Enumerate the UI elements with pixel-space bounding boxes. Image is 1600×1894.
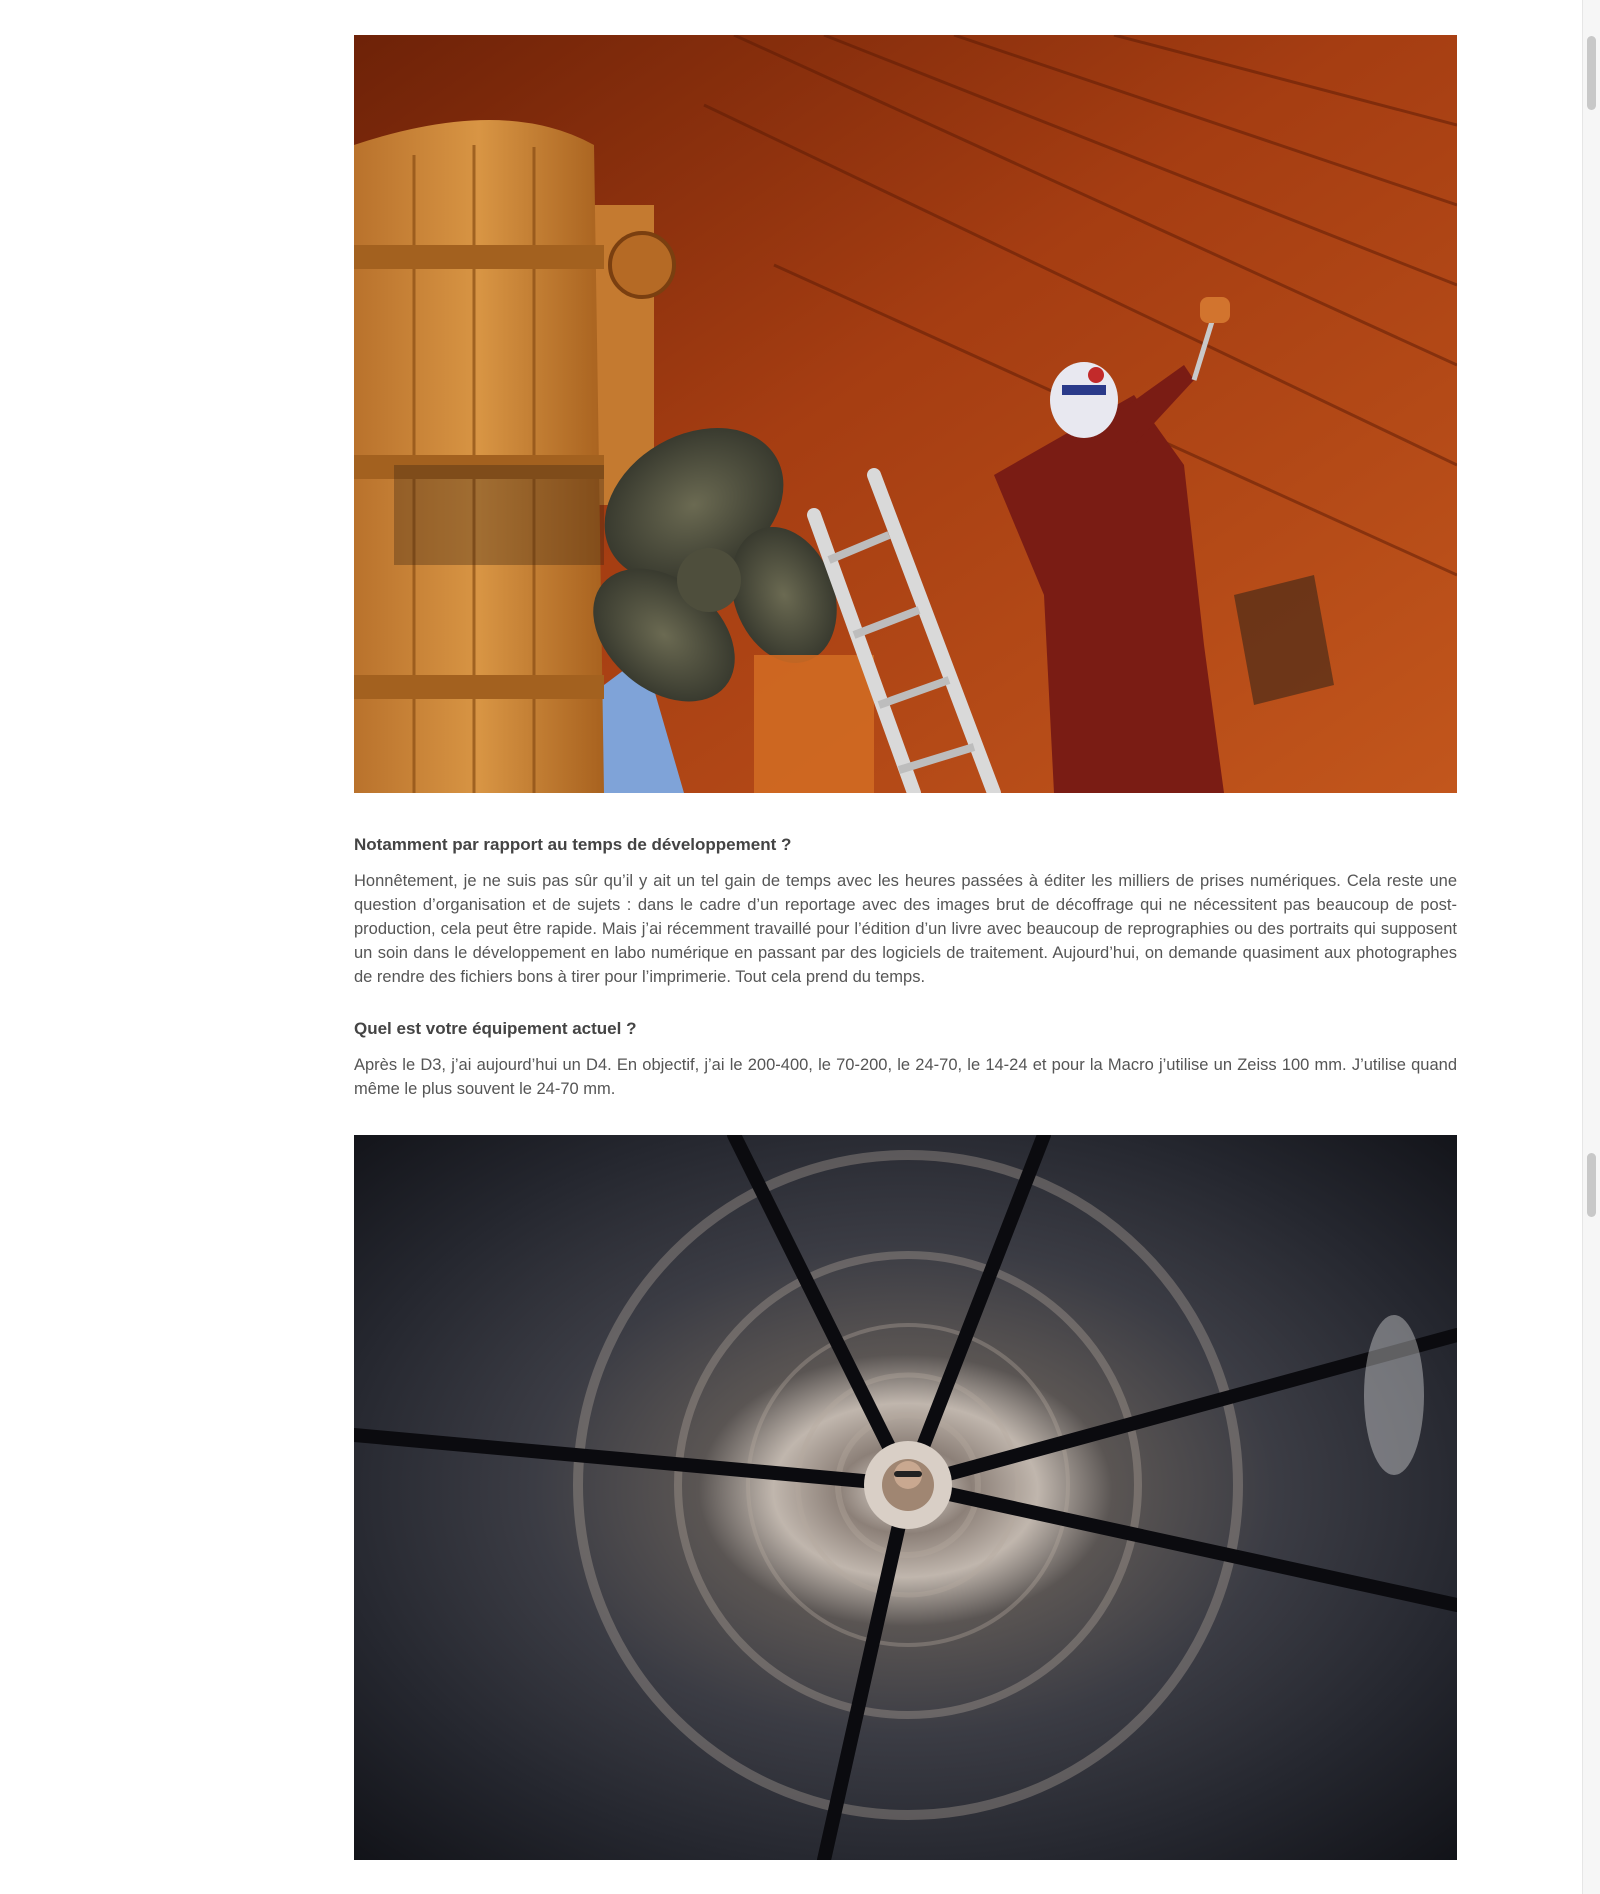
interview-answer-2: Après le D3, j’ai aujourd’hui un D4. En objectif, j’ai le 200-400, le 70-200, le 24-70, le 14-24 et pour la Macro j’utilise un Zeiss 100 mm. J’utilise quand même le plus souvent le 24-70 mm. bbox=[354, 1056, 1457, 1098]
shipyard-illustration bbox=[354, 35, 1457, 793]
article-photo-tube[interactable] bbox=[354, 1135, 1457, 1860]
interview-answer-1: Honnêtement, je ne suis pas sûr qu’il y ait un tel gain de temps avec les heures passées à éditer les milliers de prises numériques. Cela reste une question d’organisation et de sujets : dans le cadre d’un reportage avec des images brut de décoffrage qui ne nécessitent pas beaucoup de post-production, cela peut être rapide. Mais j’ai récemment travaillé pour l’édition d’un livre avec beaucoup de reprographies ou des portraits qui supposent un soin dans le développement en labo numérique en passant par des logiciels de traitement. Aujourd’hui, on demande quasiment aux photographes de rendre des fichiers bons à tirer pour l’imprimerie. Tout cela prend du temps. bbox=[354, 872, 1457, 986]
window-scrollbar[interactable] bbox=[1582, 0, 1600, 1894]
article-photo-shipyard[interactable] bbox=[354, 35, 1457, 793]
interview-block-1 bbox=[354, 833, 1457, 989]
interview-question-2: Quel est votre équipement actuel ? bbox=[354, 1019, 637, 1038]
interview-block-2 bbox=[354, 1017, 1457, 1101]
tube-illustration bbox=[354, 1135, 1457, 1860]
scrollbar-thumb-secondary[interactable] bbox=[1587, 1153, 1596, 1217]
scrollbar-thumb[interactable] bbox=[1587, 36, 1596, 110]
interview-question-1: Notamment par rapport au temps de développement ? bbox=[354, 835, 792, 854]
